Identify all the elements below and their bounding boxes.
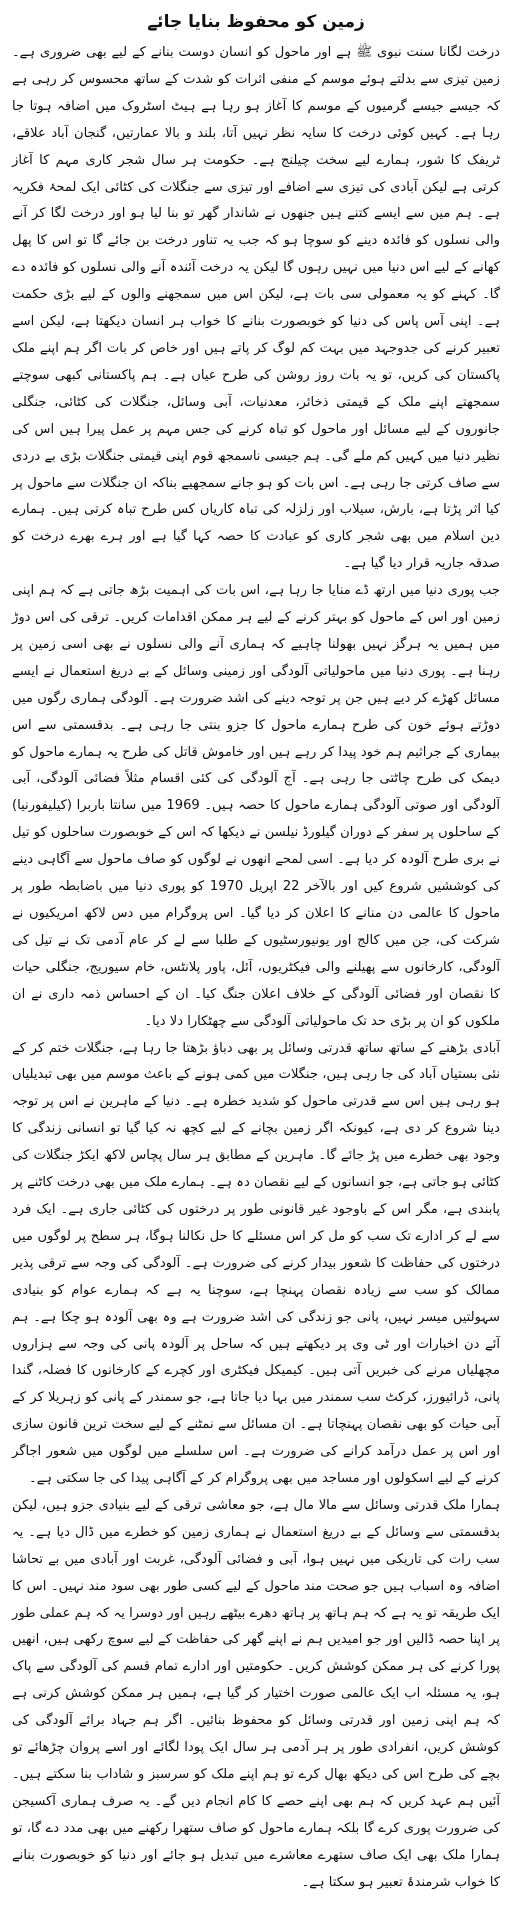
article-paragraph-4: ہمارا ملک قدرتی وسائل سے مالا مال ہے، جو معاشی ترقی کے لیے بنیادی جزو ہیں، لیکن بدقسمتی سے وسائل کے بے دریغ استعمال نے ہماری زمین کو خطرے میں ڈال دیا ہے۔ یہ سب رات کی تاریکی میں نہیں ہوا، آبی و فضائی آلودگی، غربت اور آبادی میں بے تحاشا اضافہ وہ اسباب ہیں جو صحت مند ماحول کے لیے کسی طور بھی سود مند نہیں۔ اس کا ایک طریقہ تو یہ ہے کہ ہم ہاتھ پر ہاتھ دھرے بیٹھے رہیں اور دوسرا یہ کہ ہم عملی طور پر اپنا حصہ ڈالیں اور جو امیدیں ہم نے اپنے گھر کی حفاظت کے لیے سوچ رکھی ہیں، انھیں پورا کرنے کی ہر ممکن کوشش کریں۔ حکومتیں اور ادارے تمام قسم کی آلودگی سے پاک ہو، یہ مسئلہ اب ایک عالمی صورت اختیار کر گیا ہے، ہمیں ہر ممکن کوشش کرنی ہے کہ ہم اپنی زمین اور قدرتی وسائل کو محفوظ بنائیں۔ اگر ہم جہاد برائے آلودگی کی کوشش کریں، انفرادی طور پر ہر آدمی ہر سال ایک پودا لگائے اور اسے پروان چڑھائے تو بچے کی طرح اس کی دیکھ بھال کرے تو ہم اپنے ملک کو سرسبز و شاداب بنا سکتے ہیں۔ آئیں ہم عہد کریں کہ ہم بھی اپنے حصے کا کام انجام دیں گے۔ یہ صرف ہماری آکسیجن کی ضرورت پوری کرے گا بلکہ ہمارے ماحول کو صاف ستھرا رکھنے میں بھی مدد دے گا، تو ہمارا ملک بھی ایک صاف ستھرے معاشرے میں تبدیل ہو جائے اور دنیا کو خوبصورت بنانے کا خواب شرمندۂ تعبیر ہو سکتا ہے۔: [12, 1497, 500, 1890]
article-body: [12, 40, 500, 1897]
article-paragraph-2: جب پوری دنیا میں ارتھ ڈے منایا جا رہا ہے، اس بات کی اہمیت بڑھ جاتی ہے کہ ہم اپنی زمین اور اس کے ماحول کو بہتر کرنے کے لیے ہر ممکن اقدامات کریں۔ ترقی کی اس دوڑ میں ہمیں یہ ہرگز نہیں بھولنا چاہیے کہ ہماری آنے والی نسلوں نے بھی اسی زمین پر رہنا ہے۔ پوری دنیا میں ماحولیاتی آلودگی اور زمینی وسائل کے بے دریغ استعمال نے ایسے مسائل کھڑے کر دیے ہیں جن پر توجہ دینے کی اشد ضرورت ہے۔ آلودگی ہماری رگوں میں دوڑتے ہوئے خون کی طرح ہمارے ماحول کا جزو بنتی جا رہی ہے۔ بدقسمتی سے اس بیماری کے جراثیم ہم خود پیدا کر رہے ہیں اور خاموش قاتل کی طرح یہ ہمارے ماحول کو دیمک کی طرح چاٹتی جا رہی ہے۔ آج آلودگی کی کئی اقسام مثلاً فضائی آلودگی، آبی آلودگی اور صوتی آلودگی ہمارے ماحول کا حصہ ہیں۔ 1969 میں سانتا باربرا (کیلیفورنیا) کے ساحلوں پر سفر کے دوران گیلورڈ نیلسن نے دیکھا کہ اس کے خوبصورت ساحلوں کو تیل نے بری طرح آلودہ کر دیا ہے۔ اسی لمحے انھوں نے لوگوں کو صاف ماحول سے آگاہی دینے کی کوششیں شروع کیں اور بالآخر 22 اپریل 1970 کو پوری دنیا میں باضابطہ طور پر ماحول کا عالمی دن منانے کا اعلان کر دیا گیا۔ اس پروگرام میں دس لاکھ امریکیوں نے شرکت کی، جن میں کالج اور یونیورسٹیوں کے طلبا سے لے کر عام آدمی تک نے تیل کی آلودگی، کارخانوں سے پھیلنے والی فیکٹریوں، آئل، پاور پلانٹس، خام سیوریج، جنگلی حیات کا نقصان اور فضائی آلودگی کے خلاف اعلان جنگ کیا۔ ان کے احساس ذمہ داری نے ان ملکوں کو ان پر بڑی حد تک ماحولیاتی آلودگی سے چھٹکارا دلا دیا۔: [12, 583, 500, 1029]
article-paragraph-3: آبادی بڑھنے کے ساتھ ساتھ قدرتی وسائل پر بھی دباؤ بڑھتا جا رہا ہے، جنگلات ختم کر کے نئی بستیاں آباد کی جا رہی ہیں، جنگلات میں کمی ہونے کے باعث موسم میں بھی تبدیلیاں ہو رہی ہیں اس سے قدرتی ماحول کو شدید خطرہ ہے۔ دنیا کے ماہرین نے اس پر توجہ دینا شروع کر دی ہے، کیونکہ اگر زمین بچانے کے لیے کچھ نہ کیا گیا تو انسانی زندگی کا وجود بھی خطرے میں پڑ جائے گا۔ ماہرین کے مطابق ہر سال پچاس لاکھ ایکڑ جنگلات کی کٹائی ہو جاتی ہے، جو انسانوں کے لیے نقصان دہ ہے۔ ہمارے ملک میں بھی درخت کاٹنے پر پابندی ہے، مگر اس کے باوجود غیر قانونی طور پر درختوں کی کٹائی جاری ہے۔ ایک فرد سے لے کر ادارے تک سب کو مل کر اس مسئلے کا حل نکالنا ہوگا، ہر سطح پر لوگوں میں درختوں کی حفاظت کا شعور بیدار کرنے کی ضرورت ہے۔ آلودگی کی وجہ سے ترقی پذیر ممالک کو سب سے زیادہ نقصان پہنچا ہے، سوچنا یہ ہے کہ ہمارے عوام کو بنیادی سہولتیں میسر نہیں، پانی جو زندگی کی اشد ضرورت ہے وہ بھی آلودہ ہو چکا ہے۔ ہم آئے دن اخبارات اور ٹی وی پر دیکھتے ہیں کہ ساحل پر آلودہ پانی کی وجہ سے ہزاروں مچھلیاں مرنے کی خبریں آتی ہیں۔ کیمیکل فیکٹری اور کچرے کے کارخانوں کا فضلہ، گندا پانی، ڈرائیورز، کرکٹ سب سمندر میں بہا دیا جاتا ہے، جو سمندر کے پانی کو زہریلا کر کے آبی حیات کو بھی نقصان پہنچاتا ہے۔ ان مسائل سے نمٹنے کے لیے سخت ترین قانون سازی اور اس پر عمل درآمد کرانے کی ضرورت ہے۔ اس سلسلے میں لوگوں میں شعور اجاگر کرنے کے لیے اسکولوں اور مساجد میں بھی پروگرام کر کے آگاہی پیدا کی جا سکتی ہے۔: [12, 1040, 500, 1487]
article-paragraph-1: درخت لگانا سنت نبوی ﷺ ہے اور ماحول کو انسان دوست بنانے کے لیے بھی ضروری ہے۔ زمین تیزی سے بدلتے ہوئے موسم کے منفی اثرات کو شدت کے ساتھ محسوس کر رہی ہے کہ جیسے جیسے گرمیوں کے موسم کا آغاز ہو رہا ہے ہیٹ اسٹروک میں اضافہ ہوتا جا رہا ہے۔ کہیں کوئی درخت کا سایہ نظر نہیں آتا، بلند و بالا عمارتیں، گنجان آباد علاقے، ٹریفک کا شور، ہمارے لیے سخت چیلنج ہے۔ حکومت ہر سال شجر کاری مہم کا آغاز کرتی ہے لیکن آبادی کی تیزی سے اضافے اور تیزی سے جنگلات کی کٹائی ایک لمحۂ فکریہ ہے۔ ہم میں سے ایسے کتنے ہیں جنھوں نے شاندار گھر تو بنا لیا ہو اور درخت لگا کر آنے والی نسلوں کو فائدہ دینے کو سوچا ہو کہ جب یہ تناور درخت بن جائے گا تو اس کا پھل کھانے کے لیے اس دنیا میں نہیں رہوں گا لیکن یہ درخت آئندہ آنے والی نسلوں کو فائدہ دے گا۔ کہنے کو یہ معمولی سی بات ہے، لیکن اس میں سمجھنے والوں کے لیے بڑی حکمت ہے۔ اپنی آس پاس کی دنیا کو خوبصورت بنانے کا خواب ہر انسان دیکھتا ہے، لیکن اسے تعبیر کرنے کی جدوجہد میں بہت کم لوگ کر پاتے ہیں اور خاص کر بات اگر ہم اپنے ملک پاکستان کی کریں، تو یہ بات روز روشن کی طرح عیاں ہے۔ ہم پاکستانی کبھی سوچتے سمجھتے اپنے ملک کے قیمتی ذخائر، معدنیات، آبی وسائل، جنگلات کی کٹائی، جنگلی جانوروں کے لیے مسائل اور ماحول کو تباہ کرنے کی جس مہم پر عمل پیرا ہیں اس کی نظیر دنیا میں کہیں کم ملے گی۔ ہم جیسی ناسمجھ قوم اپنی قیمتی جنگلات بڑی بے دردی سے صاف کرتی جا رہی ہے۔ اس بات کو ہو جانے سمجھیے بناکہ ان جنگلات سے ماحول پر کیا اثر پڑتا ہے، بارش، سیلاب اور زلزلہ کی تباہ کاریاں کس طرح تباہ کرتی ہیں۔ ہمارے دین اسلام میں بھی شجر کاری کو عبادت کا حصہ کہا گیا ہے اور ہرے بھرے درخت کو صدقہ جاریہ قرار دیا گیا ہے۔: [12, 45, 500, 572]
article-title: زمین کو محفوظ بنایا جائے: [147, 12, 365, 32]
